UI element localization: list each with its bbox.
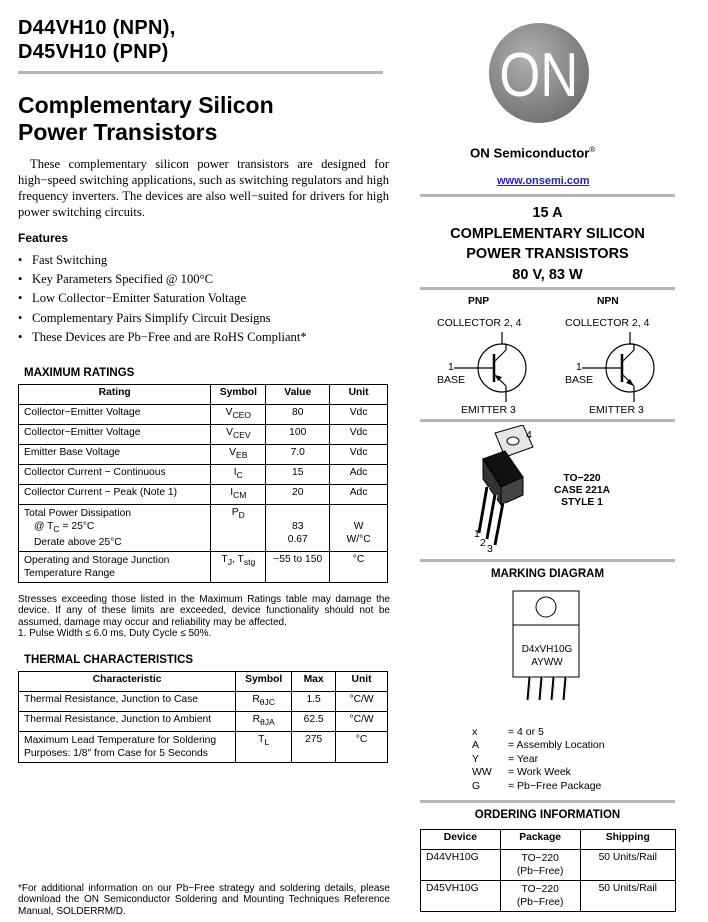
title-line-2: Power Transistors	[18, 119, 218, 145]
table-row	[19, 465, 388, 485]
rating-cell: Operating and Storage Junction Temperature Range	[19, 552, 211, 583]
divider	[420, 559, 675, 562]
max-cell: 1.5	[292, 692, 336, 712]
list-item	[18, 328, 307, 347]
value-cell: 7.0	[266, 445, 330, 465]
pin-3-label: 3	[487, 543, 493, 555]
note-1: 1. Pulse Width ≤ 6.0 ms, Duty Cycle ≤ 50%.	[18, 628, 212, 640]
spec-ratings: 80 V, 83 W	[512, 266, 583, 283]
spec-current: 15 A	[532, 205, 563, 221]
unit-cell: W W/°C	[330, 505, 388, 552]
list-item: x = 4 or 5	[472, 726, 544, 738]
feature-text: These Devices are Pb−Free and are RoHS Compliant*	[32, 329, 307, 344]
max-cell: 275	[292, 732, 336, 763]
ordering-heading: ORDERING INFORMATION	[474, 809, 621, 821]
npn-transistor-symbol	[582, 332, 662, 402]
max-cell: 62.5	[292, 712, 336, 732]
max-ratings-heading: MAXIMUM RATINGS	[24, 367, 135, 379]
value-cell: 80	[266, 405, 330, 425]
package-label: TO−220 CASE 221A STYLE 1	[553, 473, 611, 508]
unit-cell: °C	[336, 732, 388, 763]
spec-line: POWER TRANSISTORS	[466, 246, 629, 262]
stress-note: Stresses exceeding those listed in the Maximum Ratings table may damage the device. If any of these limits are exceeded, device functionality should not be assumed, damage may occur and reliability may be affected.	[18, 594, 390, 628]
list-item	[18, 251, 307, 270]
rating-cell: Collector Current − Peak (Note 1)	[19, 485, 211, 505]
symbol-cell: $V_{CEV}$	[211, 425, 266, 445]
unit-cell: Vdc	[330, 445, 388, 465]
list-item	[18, 270, 307, 289]
rating-cell: Total Power Dissipation @ $T_C = 25^\circ C$ Derate above 25°C	[19, 505, 211, 552]
marking-code: D4xVH10G AYWW	[521, 644, 573, 668]
table-row	[19, 712, 388, 732]
value-cell: 83 0.67	[266, 505, 330, 552]
column-header: Unit	[330, 385, 388, 405]
marking-heading: MARKING DIAGRAM	[490, 568, 605, 580]
pnp-base-number: 1	[448, 361, 454, 373]
unit-cell: Adc	[330, 485, 388, 505]
symbol-cell: $R_{\theta JA}$	[236, 712, 292, 732]
symbol-cell: $T_L$	[236, 732, 292, 763]
unit-cell: °C/W	[336, 712, 388, 732]
divider	[18, 71, 383, 74]
pnp-emitter-label: EMITTER 3	[461, 404, 516, 416]
table-row	[421, 881, 676, 912]
unit-cell: Vdc	[330, 405, 388, 425]
shipping-cell: 50 Units/Rail	[580, 881, 676, 912]
part-number-pnp: D45VH10 (PNP)	[18, 41, 169, 63]
part-number-npn: D44VH10 (NPN),	[18, 17, 176, 39]
divider	[420, 194, 675, 197]
value-cell: 20	[266, 485, 330, 505]
column-header: Value	[266, 385, 330, 405]
value-cell: 15	[266, 465, 330, 485]
characteristic-cell: Thermal Resistance, Junction to Ambient	[19, 712, 236, 732]
unit-cell: Vdc	[330, 425, 388, 445]
symbol-cell: $I_C$	[211, 465, 266, 485]
divider	[420, 287, 675, 290]
column-header: Symbol	[236, 672, 292, 692]
table-header-row	[19, 672, 388, 692]
intro-paragraph: These complementary silicon power transistors are designed for high−speed switching applications, such as switching regulators and high frequency inverters. The devices are also well−suited for drivers for high power switching circuits.	[18, 157, 389, 219]
column-header: Rating	[19, 385, 211, 405]
on-logo	[487, 21, 591, 125]
footnote: *For additional information on our Pb−Free strategy and soldering details, please download the ON Semiconductor Soldering and Mounting Techniques Reference Manual, SOLDERRM/D.	[18, 883, 390, 917]
table-row	[19, 732, 388, 763]
rating-cell: Collector−Emitter Voltage	[19, 405, 211, 425]
list-item: Y = Year	[472, 752, 539, 765]
title-line-1: Complementary Silicon	[18, 92, 274, 118]
logo-text: ON	[499, 41, 579, 111]
website-link[interactable]: www.onsemi.com	[497, 175, 590, 187]
bullet-icon: •	[18, 291, 23, 306]
list-item	[18, 289, 307, 308]
device-cell: D44VH10G	[421, 850, 501, 881]
table-row	[19, 445, 388, 465]
feature-text: Key Parameters Specified @ 100°C	[32, 272, 214, 287]
npn-emitter-label: EMITTER 3	[589, 404, 644, 416]
unit-cell: Adc	[330, 465, 388, 485]
thermal-table	[18, 671, 388, 763]
divider	[420, 419, 675, 422]
pin-1-label: 1	[474, 528, 480, 540]
column-header: Package	[500, 830, 580, 850]
feature-text: Complementary Pairs Simplify Circuit Designs	[32, 310, 271, 325]
list-item: WW = Work Week	[472, 766, 571, 779]
npn-collector-label: COLLECTOR 2, 4	[565, 317, 650, 329]
features-list	[18, 251, 307, 347]
max-ratings-table	[18, 384, 388, 583]
pin-2-label: 2	[480, 537, 486, 549]
company-name: ON Semiconductor®	[470, 145, 596, 161]
pnp-title: PNP	[468, 296, 490, 307]
symbol-cell: $V_{CEO}$	[211, 405, 266, 425]
feature-text: Fast Switching	[32, 253, 108, 267]
list-item	[18, 309, 307, 328]
column-header: Device	[421, 830, 501, 850]
shipping-cell: 50 Units/Rail	[580, 850, 676, 881]
marking-legend	[472, 726, 605, 793]
column-header: Max	[292, 672, 336, 692]
table-row	[19, 692, 388, 712]
bullet-icon: •	[18, 253, 23, 267]
page-title	[18, 92, 274, 146]
unit-cell: °C	[330, 552, 388, 583]
value-cell: 100	[266, 425, 330, 445]
rating-cell: Collector Current − Continuous	[19, 465, 211, 485]
pnp-transistor-symbol	[454, 332, 534, 402]
characteristic-cell: Maximum Lead Temperature for Soldering Purposes: 1/8″ from Case for 5 Seconds	[19, 732, 236, 763]
npn-title: NPN	[597, 296, 619, 307]
device-cell: D45VH10G	[421, 881, 501, 912]
thermal-heading: THERMAL CHARACTERISTICS	[24, 654, 194, 666]
symbol-cell: $P_D$	[211, 505, 266, 552]
symbol-cell: $I_{CM}$	[211, 485, 266, 505]
npn-base-number: 1	[576, 361, 582, 373]
table-row	[421, 850, 676, 881]
npn-base-label: BASE	[565, 374, 594, 386]
table-row	[19, 485, 388, 505]
bullet-icon: •	[18, 310, 23, 325]
pnp-base-label: BASE	[437, 374, 466, 386]
table-row	[19, 552, 388, 583]
column-header: Shipping	[580, 830, 676, 850]
value-cell: −55 to 150	[266, 552, 330, 583]
table-row	[19, 405, 388, 425]
table-row	[19, 425, 388, 445]
symbol-cell: $V_{EB}$	[211, 445, 266, 465]
unit-cell: °C/W	[336, 692, 388, 712]
spec-block	[420, 203, 675, 285]
symbol-cell: $R_{\theta JC}$	[236, 692, 292, 712]
spec-line: COMPLEMENTARY SILICON	[450, 225, 645, 242]
table-row	[19, 505, 388, 552]
column-header: Unit	[336, 672, 388, 692]
bullet-icon: •	[18, 329, 23, 344]
package-cell: TO−220 (Pb−Free)	[500, 881, 580, 912]
pnp-collector-label: COLLECTOR 2, 4	[437, 317, 522, 329]
pin-4-label: 4	[526, 429, 532, 441]
rating-cell: Collector−Emitter Voltage	[19, 425, 211, 445]
list-item: A = Assembly Location	[472, 739, 605, 752]
part-numbers	[18, 16, 176, 64]
symbol-cell: $T_J$, $T_{stg}$	[211, 552, 266, 583]
bullet-icon: •	[18, 272, 23, 287]
list-item: G = Pb−Free Package	[472, 779, 602, 792]
characteristic-cell: Thermal Resistance, Junction to Case	[19, 692, 236, 712]
table-header-row	[19, 385, 388, 405]
ordering-table	[420, 829, 676, 912]
rating-cell: Emitter Base Voltage	[19, 445, 211, 465]
features-heading: Features	[18, 231, 69, 245]
column-header: Characteristic	[19, 672, 236, 692]
table-header-row	[421, 830, 676, 850]
divider	[420, 800, 675, 803]
ratings-note	[18, 594, 390, 640]
package-cell: TO−220 (Pb−Free)	[500, 850, 580, 881]
column-header: Symbol	[211, 385, 266, 405]
feature-text: Low Collector−Emitter Saturation Voltage	[32, 291, 247, 306]
